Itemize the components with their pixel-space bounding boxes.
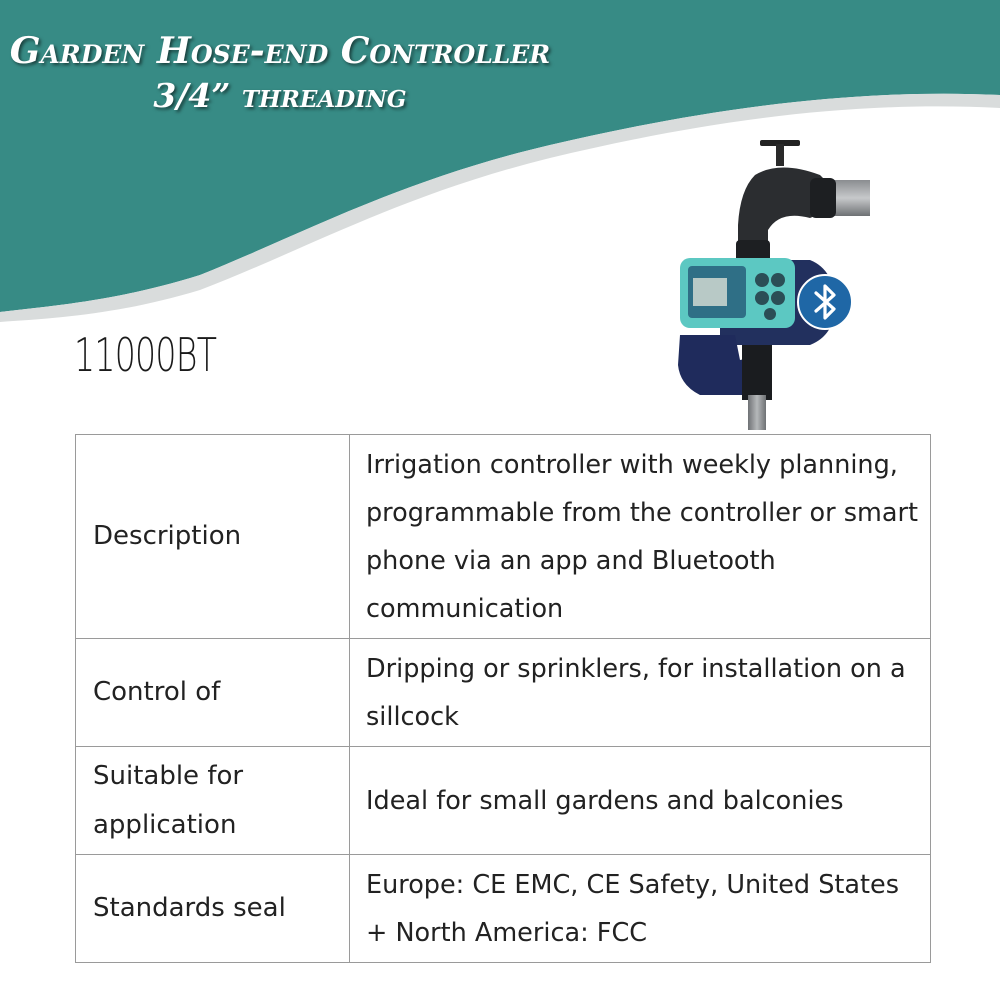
table-row — [76, 855, 931, 963]
spec-label: Standards seal — [76, 855, 350, 963]
spec-value: Europe: CE EMC, CE Safety, United States + North America: FCC — [350, 855, 931, 963]
spec-table — [75, 434, 931, 963]
spec-value: Ideal for small gardens and balconies — [350, 747, 931, 855]
page-title: Garden Hose-end Controller — [9, 30, 551, 72]
table-row — [76, 435, 931, 639]
page-subtitle: 3/4” threading — [153, 76, 407, 115]
spec-label: Suitable for application — [76, 747, 350, 855]
spec-value: Dripping or sprinklers, for installation on a sillcock — [350, 639, 931, 747]
model-number: 11000BT — [74, 328, 217, 382]
table-row — [76, 747, 931, 855]
spec-value: Irrigation controller with weekly planning, programmable from the controller or smart phone via an app and Bluetooth communication — [350, 435, 931, 639]
product-image — [660, 130, 890, 430]
spec-label: Control of — [76, 639, 350, 747]
table-row — [76, 639, 931, 747]
spec-label: Description — [76, 435, 350, 639]
bluetooth-icon — [796, 273, 854, 331]
